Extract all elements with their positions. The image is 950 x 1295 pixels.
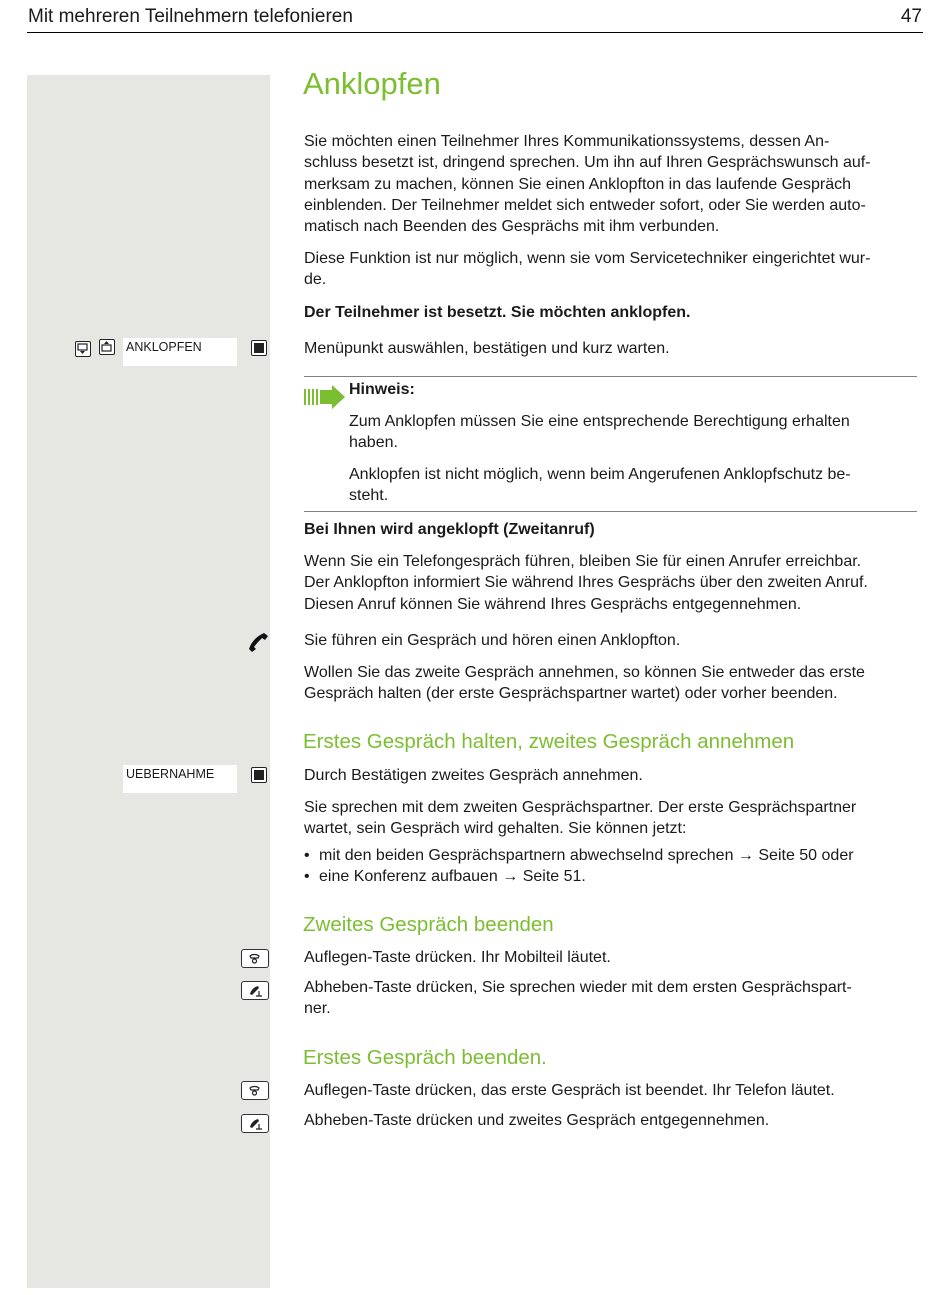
info-line: de. [304, 271, 327, 289]
note-bottom-divider [304, 511, 917, 512]
sidebar-column [27, 75, 270, 1288]
list-item: • eine Konferenz aufbauen → Seite 51. [304, 868, 586, 886]
nav-up-key-icon [99, 339, 115, 355]
intro-line: merksam zu machen, können Sie einen Anklopfton in das laufende Gespräch [304, 175, 851, 193]
info-line: Diese Funktion ist nur möglich, wenn sie vom Servicetechniker eingerichtet wur- [304, 250, 871, 267]
end-first-step-2: Abheben-Taste drücken und zweites Gespräch entgegennehmen. [304, 1112, 770, 1129]
end-first-step-1: Auflegen-Taste drücken, das erste Gespräch ist beendet. Ihr Telefon läutet. [304, 1082, 835, 1099]
end-second-step-2 [304, 977, 920, 1020]
note-arrow-icon [304, 385, 346, 409]
note-line: haben. [349, 434, 398, 452]
ok-key-icon [251, 767, 267, 783]
paragraph-line: Diesen Anruf können Sie während Ihres Gesprächs entgegennehmen. [304, 595, 802, 613]
second-call-heading: Bei Ihnen wird angeklopft (Zweitanruf) [304, 521, 595, 538]
paragraph-line: Der Anklopfton informiert Sie während Ihres Gesprächs über den zweiten Anruf. [304, 574, 868, 592]
note-top-divider [304, 376, 917, 377]
page-number: 47 [900, 6, 922, 27]
paragraph-line: Abheben-Taste drücken, Sie sprechen wieder mit dem ersten Gesprächspart- [304, 979, 852, 996]
intro-line: matisch nach Beenden des Gesprächs mit ihm verbunden. [304, 218, 720, 236]
accept-step-text: Durch Bestätigen zweites Gespräch annehmen. [304, 767, 643, 784]
menu-option-anklopfen[interactable]: ANKLOPFEN [123, 338, 237, 366]
options-list [304, 845, 920, 888]
note-text-1 [349, 411, 915, 454]
paragraph-line: ner. [304, 1000, 331, 1018]
menu-option-uebernahme[interactable]: UEBERNAHME [123, 765, 237, 793]
intro-paragraph [304, 131, 920, 237]
intro-line: Sie möchten einen Teilnehmer Ihres Kommunikationssystems, dessen An- [304, 133, 830, 150]
note-line: steht. [349, 487, 389, 505]
subsection-title-end-first: Erstes Gespräch beenden. [303, 1046, 547, 1069]
paragraph-line: Wollen Sie das zweite Gespräch annehmen, so können Sie entweder das erste [304, 664, 865, 681]
paragraph-line: Sie sprechen mit dem zweiten Gesprächspartner. Der erste Gesprächspartner [304, 799, 857, 816]
subsection-title-end-second: Zweites Gespräch beenden [303, 913, 554, 936]
menu-step-text: Menüpunkt auswählen, bestätigen und kurz warten. [304, 340, 670, 357]
second-call-paragraph [304, 551, 920, 615]
header-divider [27, 32, 923, 33]
hangup-key-icon [241, 949, 269, 968]
intro-line: einblenden. Der Teilnehmer meldet sich entweder sofort, oder Sie werden auto- [304, 196, 866, 214]
note-line: Zum Anklopfen müssen Sie eine entsprechende Berechtigung erhalten [349, 413, 850, 430]
offhook-key-icon [241, 1114, 269, 1133]
offhook-key-icon [241, 981, 269, 1000]
paragraph-line: Wenn Sie ein Telefongespräch führen, bleiben Sie für einen Anrufer erreichbar. [304, 553, 862, 570]
list-item-text[interactable]: mit den beiden Gesprächspartnern abwechselnd sprechen → Seite 50 oder [319, 847, 854, 864]
hangup-key-icon [241, 1081, 269, 1100]
call-step-text: Sie führen ein Gespräch und hören einen Anklopfton. [304, 632, 681, 649]
nav-down-key-icon [75, 341, 91, 357]
handset-icon [246, 631, 270, 653]
list-item: • mit den beiden Gesprächspartnern abwechselnd sprechen → Seite 50 oder [304, 847, 854, 864]
ok-key-icon [251, 340, 267, 356]
note-line: Anklopfen ist nicht möglich, wenn beim Angerufenen Anklopfschutz be- [349, 466, 851, 483]
busy-heading: Der Teilnehmer ist besetzt. Sie möchten anklopfen. [304, 304, 691, 321]
page-header-title: Mit mehreren Teilnehmern telefonieren [28, 6, 353, 27]
function-info-paragraph [304, 248, 920, 291]
subsection-title-hold: Erstes Gespräch halten, zweites Gespräch annehmen [303, 730, 795, 753]
note-title: Hinweis: [349, 381, 415, 398]
note-text-2 [349, 464, 915, 507]
hold-info-paragraph [304, 797, 920, 840]
list-item-text[interactable]: eine Konferenz aufbauen → Seite 51. [319, 868, 586, 886]
paragraph-line: wartet, sein Gespräch wird gehalten. Sie können jetzt: [304, 820, 687, 838]
intro-line: schluss besetzt ist, dringend sprechen. Um ihn auf Ihren Gesprächswunsch auf- [304, 154, 871, 172]
accept-paragraph [304, 662, 920, 705]
section-title: Anklopfen [303, 66, 441, 101]
end-second-step-1: Auflegen-Taste drücken. Ihr Mobilteil läutet. [304, 949, 611, 966]
paragraph-line: Gespräch halten (der erste Gesprächspartner wartet) oder vorher beenden. [304, 685, 838, 703]
